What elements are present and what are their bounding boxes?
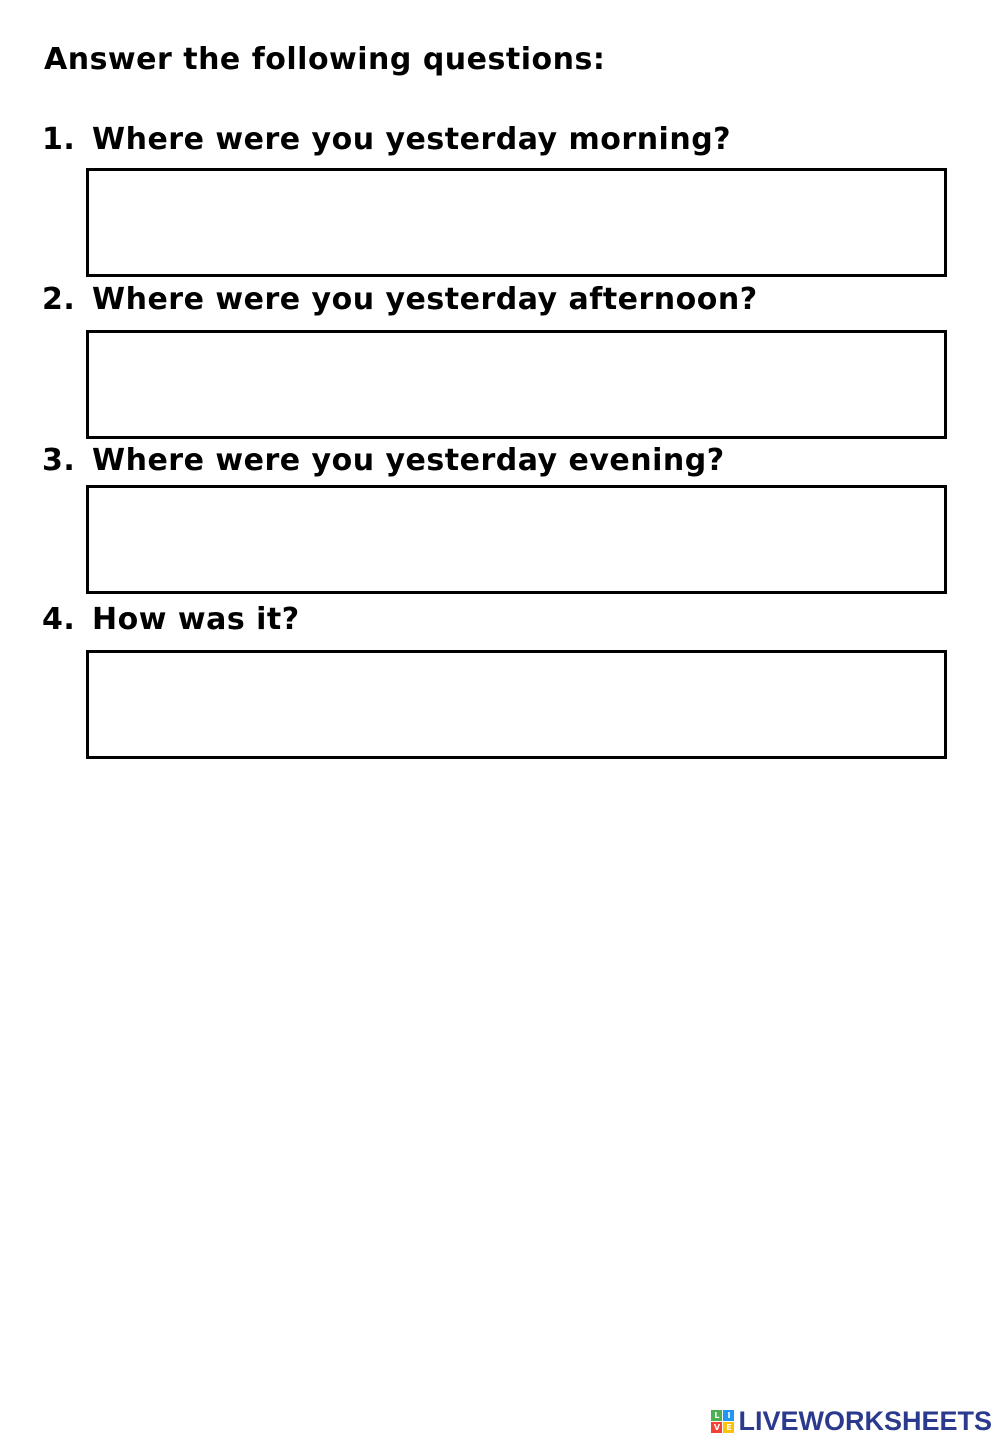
question-number: 2. — [42, 282, 76, 317]
question-number: 3. — [42, 443, 76, 478]
question-text: How was it? — [92, 602, 300, 637]
logo-letter-v: V — [711, 1422, 722, 1433]
question-number: 4. — [42, 602, 76, 637]
logo-letter-l: L — [711, 1410, 722, 1421]
logo-letter-e: E — [723, 1422, 734, 1433]
logo-letter-i: I — [723, 1410, 734, 1421]
question-text: Where were you yesterday afternoon? — [92, 282, 758, 317]
question-text: Where were you yesterday morning? — [92, 122, 732, 157]
answer-box-2[interactable] — [86, 330, 947, 439]
instruction-heading: Answer the following questions: — [44, 42, 606, 77]
question-1 — [42, 122, 731, 157]
question-3 — [42, 443, 725, 478]
watermark-text: LIVEWORKSHEETS — [738, 1406, 992, 1436]
answer-box-4[interactable] — [86, 650, 947, 759]
question-4 — [42, 602, 300, 637]
question-2 — [42, 282, 758, 317]
question-text: Where were you yesterday evening? — [92, 443, 725, 478]
answer-box-1[interactable] — [86, 168, 947, 277]
answer-box-3[interactable] — [86, 485, 947, 594]
question-number: 1. — [42, 122, 76, 157]
liveworksheets-logo-icon — [711, 1410, 734, 1433]
liveworksheets-watermark — [711, 1406, 992, 1437]
